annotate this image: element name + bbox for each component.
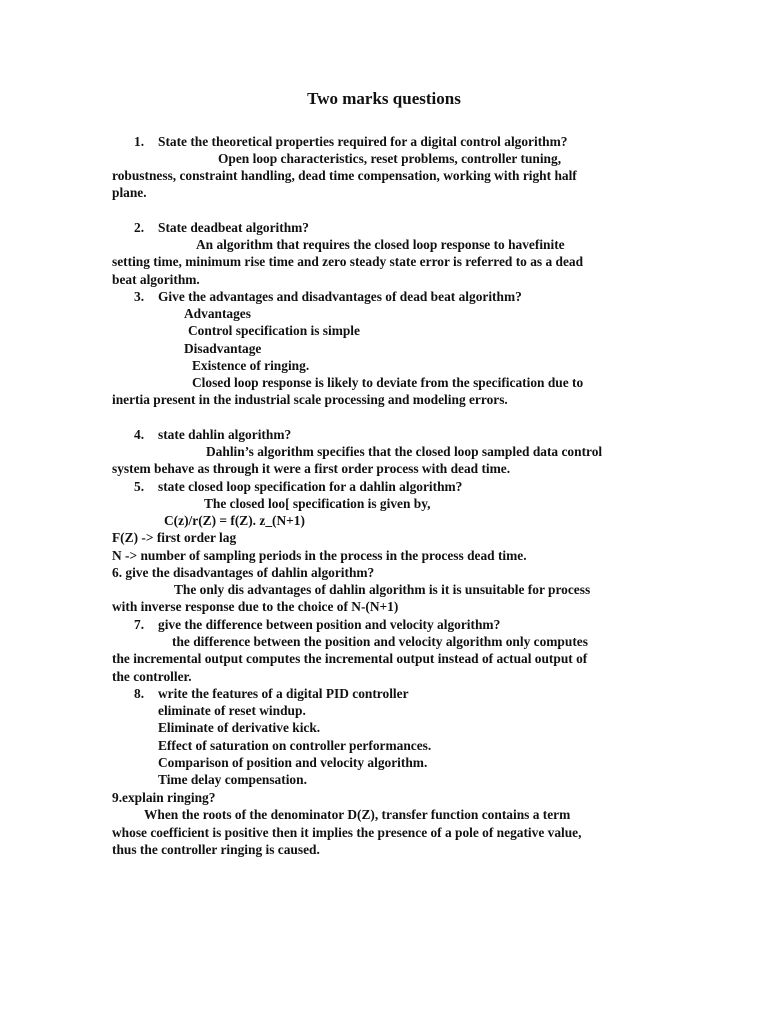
question-2 xyxy=(134,219,309,236)
definition-line: N -> number of sampling periods in the process in the process dead time. xyxy=(112,548,527,563)
answer-line: whose coefficient is positive then it implies the presence of a pole of negative value, xyxy=(112,825,582,840)
question-6: 6. give the disadvantages of dahlin algorithm? xyxy=(112,565,375,580)
question-5 xyxy=(134,478,462,495)
question-text: State deadbeat algorithm? xyxy=(158,220,310,235)
definition-line: F(Z) -> first order lag xyxy=(112,530,237,545)
advantage-item: Control specification is simple xyxy=(188,323,360,338)
disadvantage-item: Existence of ringing. xyxy=(192,358,310,373)
question-text: state dahlin algorithm? xyxy=(158,427,292,442)
question-9: 9.explain ringing? xyxy=(112,790,216,805)
question-number: 7. xyxy=(134,617,145,632)
question-number: 8. xyxy=(134,686,145,701)
feature-item: Time delay compensation. xyxy=(158,772,307,787)
page-title: Two marks questions xyxy=(307,89,461,108)
disadvantage-heading: Disadvantage xyxy=(184,341,262,356)
answer-line: robustness, constraint handling, dead time compensation, working with right half xyxy=(112,168,577,183)
question-1 xyxy=(134,133,567,150)
answer-line: the difference between the position and velocity algorithm only computes xyxy=(172,634,588,649)
question-text: Give the advantages and disadvantages of dead beat algorithm? xyxy=(158,289,522,304)
answer-line: system behave as through it were a first order process with dead time. xyxy=(112,461,511,476)
answer-line: the incremental output computes the incremental output instead of actual output of xyxy=(112,651,588,666)
answer-line: setting time, minimum rise time and zero steady state error is referred to as a dead xyxy=(112,254,584,269)
answer-line: When the roots of the denominator D(Z), transfer function contains a term xyxy=(144,807,571,822)
question-number: 3. xyxy=(134,289,145,304)
question-text: write the features of a digital PID controller xyxy=(158,686,409,701)
answer-line: Open loop characteristics, reset problems, controller tuning, xyxy=(218,151,562,166)
question-number: 2. xyxy=(134,220,145,235)
feature-item: Effect of saturation on controller performances. xyxy=(158,738,432,753)
answer-line: beat algorithm. xyxy=(112,272,200,287)
feature-item: eliminate of reset windup. xyxy=(158,703,306,718)
answer-line: Dahlin’s algorithm specifies that the closed loop sampled data control xyxy=(206,444,603,459)
question-text: state closed loop specification for a dahlin algorithm? xyxy=(158,479,463,494)
feature-item: Eliminate of derivative kick. xyxy=(158,720,321,735)
question-3 xyxy=(134,288,522,305)
answer-line: with inverse response due to the choice of N-(N+1) xyxy=(112,599,399,614)
question-number: 1. xyxy=(134,134,145,149)
answer-line: The only dis advantages of dahlin algorithm is it is unsuitable for process xyxy=(174,582,591,597)
advantages-heading: Advantages xyxy=(184,306,251,321)
question-number: 5. xyxy=(134,479,145,494)
answer-line: thus the controller ringing is caused. xyxy=(112,842,320,857)
disadvantage-item: inertia present in the industrial scale processing and modeling errors. xyxy=(112,392,508,407)
answer-line: plane. xyxy=(112,185,147,200)
feature-item: Comparison of position and velocity algorithm. xyxy=(158,755,428,770)
answer-line: The closed loo[ specification is given by, xyxy=(204,496,431,511)
question-number: 4. xyxy=(134,427,145,442)
formula: C(z)/r(Z) = f(Z). z_(N+1) xyxy=(164,513,305,528)
answer-line: An algorithm that requires the closed loop response to havefinite xyxy=(196,237,565,252)
disadvantage-item: Closed loop response is likely to deviate from the specification due to xyxy=(192,375,584,390)
question-8 xyxy=(134,685,409,702)
question-text: State the theoretical properties required for a digital control algorithm? xyxy=(158,134,568,149)
answer-line: the controller. xyxy=(112,669,192,684)
question-text: give the difference between position and velocity algorithm? xyxy=(158,617,501,632)
question-4 xyxy=(134,426,291,443)
question-7 xyxy=(134,616,500,633)
